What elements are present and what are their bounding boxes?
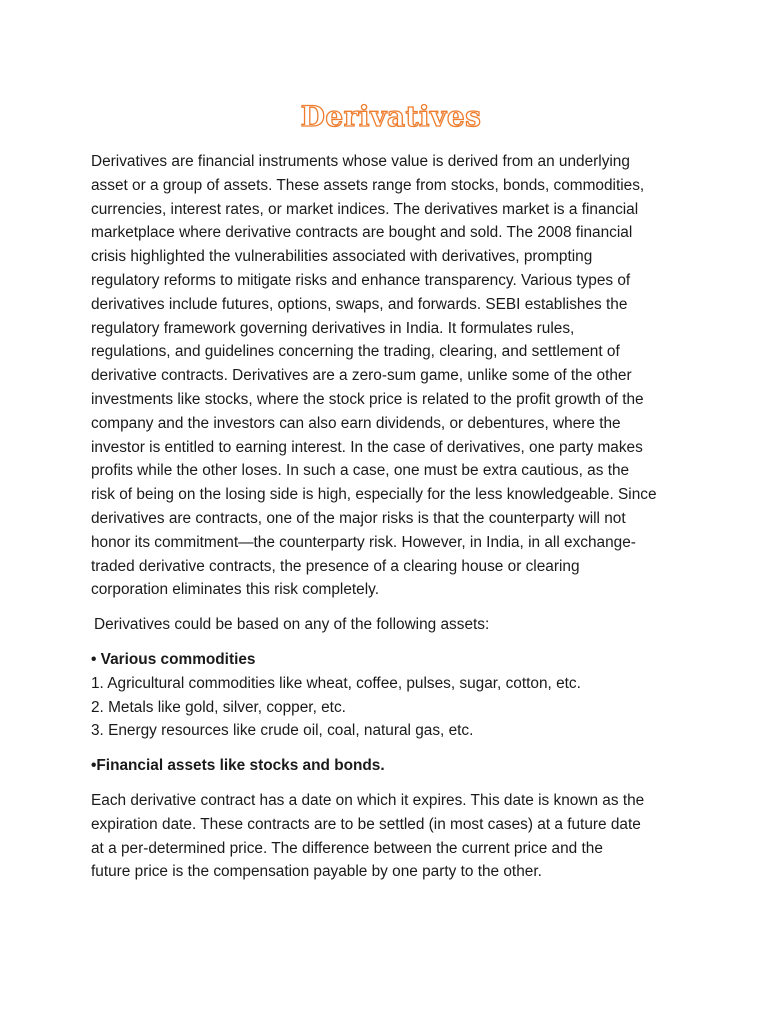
list-item-energy: 3. Energy resources like crude oil, coal, natural gas, etc. [91,722,474,740]
document-title: Derivatives [300,100,482,133]
spacer [91,602,691,613]
spacer [91,743,691,754]
paragraph-expiration: Each derivative contract has a date on which it expires. This date is known as the expiration date. These contracts are to be settled (in most cases) at a future date at a per-determined price. The difference between the current price and the future price is the compensation payable by one party to the other. [91,791,645,881]
list-item-metals: 2. Metals like gold, silver, copper, etc. [91,698,346,716]
list-item-agricultural: 1. Agricultural commodities like wheat, coffee, pulses, sugar, cotton, etc. [91,674,581,692]
commodities-heading: • Various commodities [91,650,256,668]
assets-intro: Derivatives could be based on any of the following assets: [94,616,490,634]
document-page [91,88,691,884]
commodities-section [91,648,691,743]
paragraph-derivatives-overview: Derivatives are financial instruments whose value is derived from an underlying asset or a group of assets. These assets range from stocks, bonds, commodities, currencies, interest rates, or market indices. The derivatives market is a financial marketplace where derivative contracts are bought and sold. The 2008 financial crisis highlighted the vulnerabilities associated with derivatives, prompting regulatory reforms to mitigate risks and enhance transparency. Various types of derivatives include futures, options, swaps, and forwards. SEBI establishes the regulatory framework governing derivatives in India. It formulates rules, regulations, and guidelines concerning the trading, clearing, and settlement of derivative contracts. Derivatives are a zero-sum game, unlike some of the other investments like stocks, where the stock price is related to the profit growth of the company and the investors can also earn dividends, or debentures, where the investor is entitled to earning interest. In the case of derivatives, one party makes profits while the other loses. In such a case, one must be extra cautious, as the risk of being on the losing side is high, especially for the less knowledgeable. Since derivatives are contracts, one of the major risks is that the counterparty will not honor its commitment—the counterparty risk. However, in India, in all exchange- traded derivative contracts, the presence of a clearing house or clearing corporation eliminates this risk completely. [91,153,657,599]
spacer [91,778,691,789]
financial-assets-heading: •Financial assets like stocks and bonds. [91,757,385,775]
spacer [91,637,691,648]
